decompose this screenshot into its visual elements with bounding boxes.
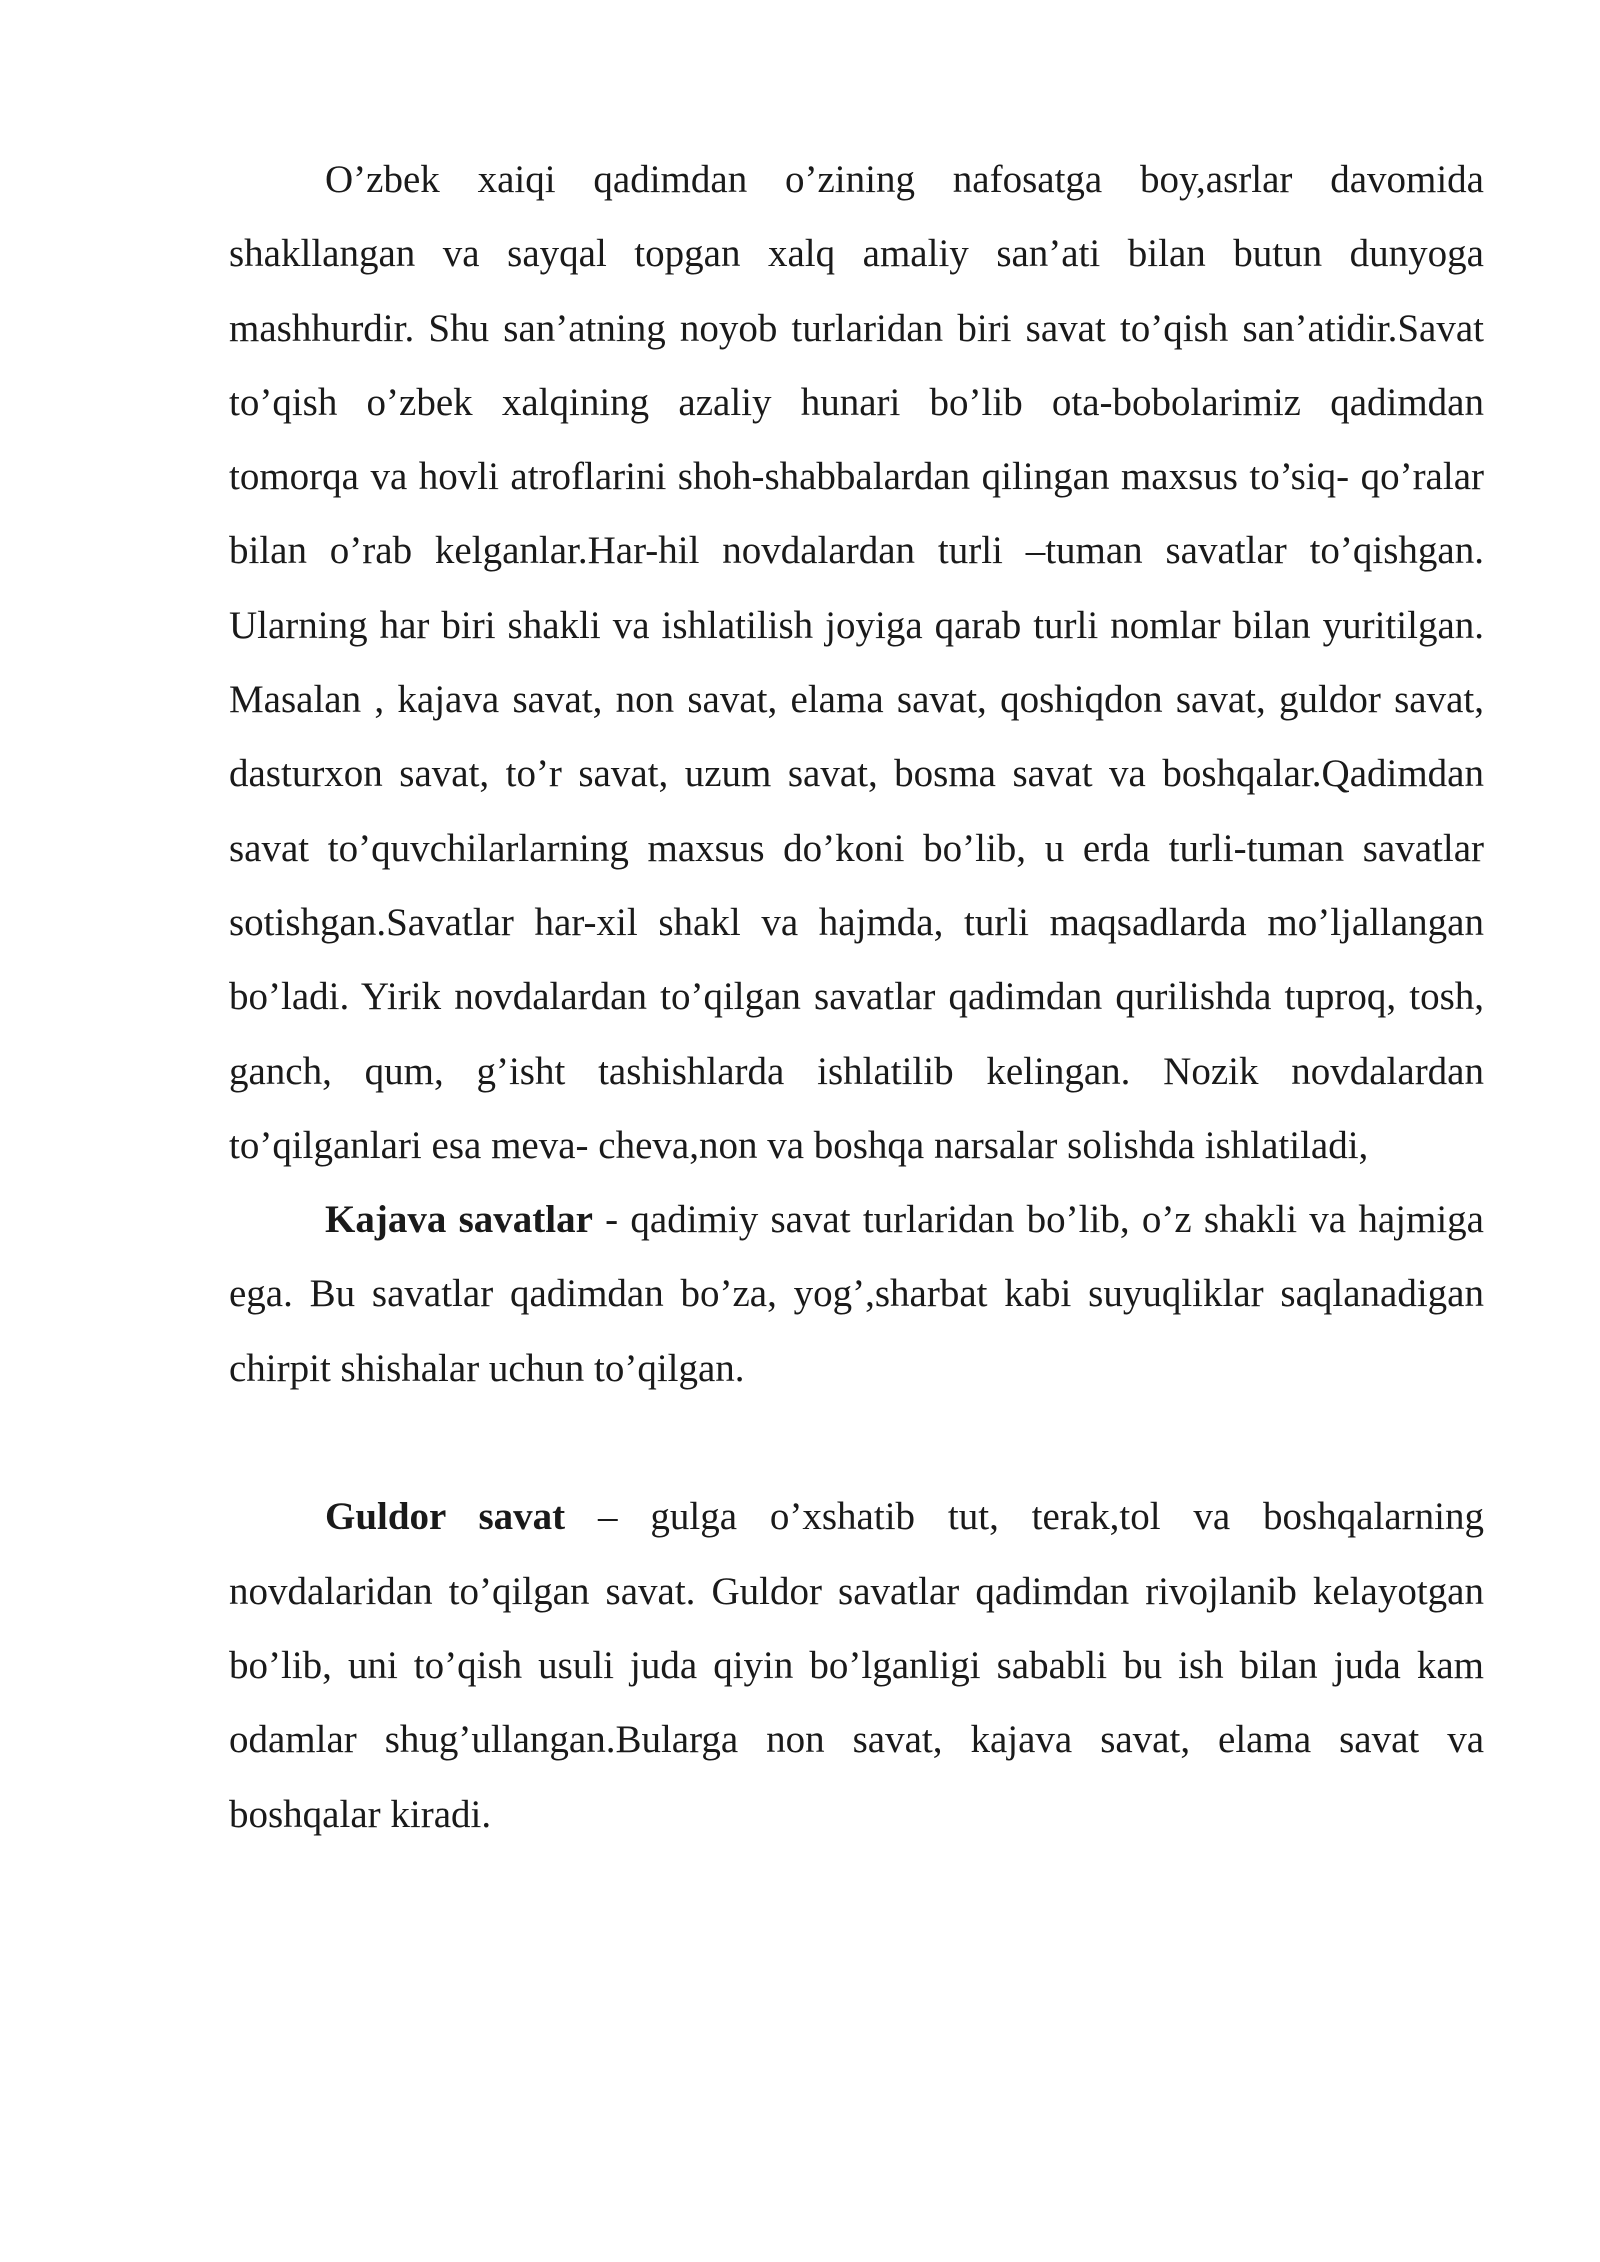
paragraph-text: - qadimiy savat turlaridan bo’lib, o’z shakli va hajmiga ega. Bu savatlar qadimdan bo’za, yog’,sharbat kabi suyuqliklar saqlanadigan chirpit shishalar uchun to’qilgan. — [229, 1198, 1484, 1390]
document-body — [229, 143, 1484, 1852]
paragraph-kajava — [229, 1183, 1484, 1406]
paragraph-intro — [229, 143, 1484, 1183]
paragraph-text: – gulga o’xshatib tut, terak,tol va boshqalarning novdalaridan to’qilgan savat. Guldor savatlar qadimdan rivojlanib kelayotgan bo’lib, uni to’qish usuli juda qiyin bo’lganligi sababli bu ish bilan juda kam odamlar shug’ullangan.Bularga non savat, kajava savat, elama savat va boshqalar kiradi. — [229, 1495, 1485, 1836]
term-guldor: Guldor savat — [325, 1495, 566, 1539]
paragraph-text: O’zbek xaiqi qadimdan o’zining nafosatga boy,asrlar davomida shakllangan va sayqal topgan xalq amaliy san’ati bilan butun dunyoga mashhurdir. Shu san’atning noyob turlaridan biri savat to’qish san’atidir.Savat to’qish o’zbek xalqining azaliy hunari bo’lib ota-bobolarimiz qadimdan tomorqa va hovli atroflarini shoh-shabbalardan qilingan maxsus to’siq- qo’ralar bilan o’rab kelganlar.Har-hil novdalardan turli –tuman savatlar to’qishgan. Ularning har biri shakli va ishlatilish joyiga qarab turli nomlar bilan yuritilgan. Masalan , kajava savat, non savat, elama savat, qoshiqdon savat, guldor savat, dasturxon savat, to’r savat, uzum savat, bosma savat va boshqalar.Qadimdan savat to’quvchilarlarning maxsus do’koni bo’lib, u erda turli-tuman savatlar sotishgan.Savatlar har-xil shakl va hajmda, turli maqsadlarda mo’ljallangan bo’ladi. Yirik novdalardan to’qilgan savatlar qadimdan qurilishda tuproq, tosh, ganch, qum, g’isht tashishlarda ishlatilib kelingan. Nozik novdalardan to’qilganlari esa meva- cheva,non va boshqa narsalar solishda ishlatiladi, — [229, 158, 1484, 1167]
term-kajava: Kajava savatlar — [325, 1198, 593, 1242]
paragraph-guldor — [229, 1480, 1484, 1851]
